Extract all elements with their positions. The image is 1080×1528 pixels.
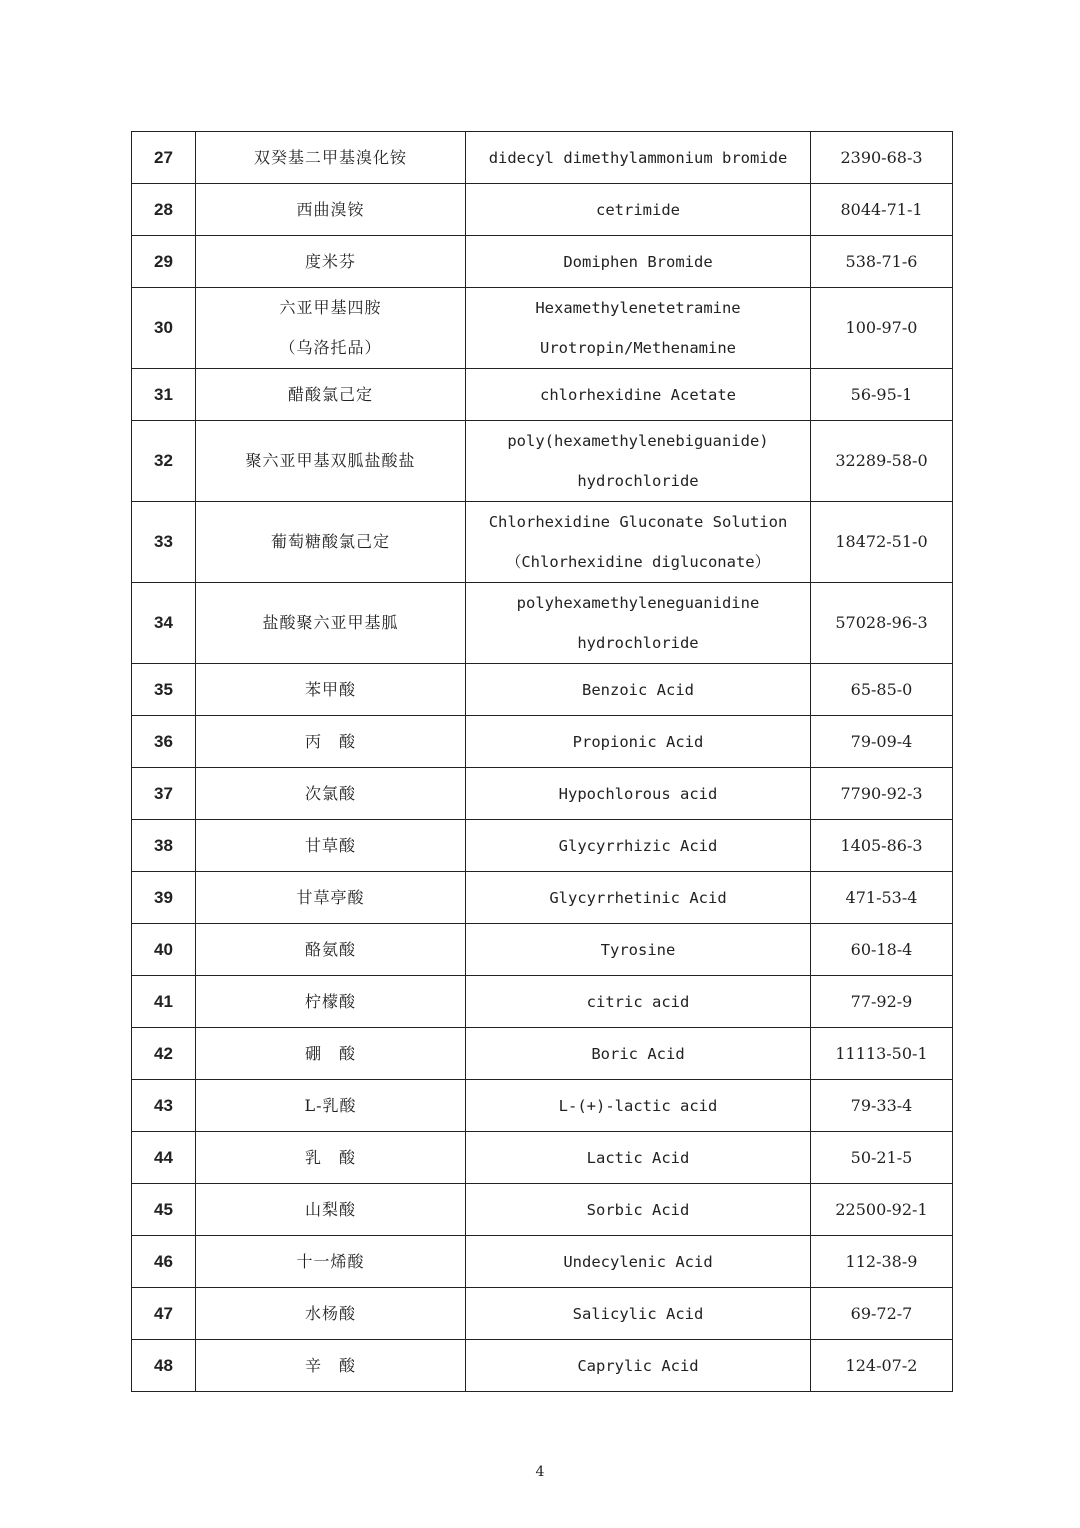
table-row bbox=[132, 421, 953, 502]
english-name-line: Boric Acid bbox=[591, 1044, 685, 1063]
chinese-name-line: 西曲溴铵 bbox=[296, 199, 365, 219]
english-name-line: Benzoic Acid bbox=[582, 680, 694, 699]
table-row bbox=[132, 502, 953, 583]
cas-number: 77-92-9 bbox=[811, 976, 953, 1028]
table-row bbox=[132, 1236, 953, 1288]
cas-number: 7790-92-3 bbox=[811, 768, 953, 820]
cas-number: 50-21-5 bbox=[811, 1132, 953, 1184]
english-name-line: Tyrosine bbox=[600, 940, 676, 959]
english-name bbox=[466, 421, 811, 502]
chinese-name-line: L-乳酸 bbox=[304, 1095, 357, 1115]
cas-number: 2390-68-3 bbox=[811, 132, 953, 184]
cas-number: 32289-58-0 bbox=[811, 421, 953, 502]
chinese-name-line: 双癸基二甲基溴化铵 bbox=[253, 147, 407, 167]
english-name-line: hydrochloride bbox=[577, 634, 699, 652]
row-number: 37 bbox=[132, 768, 196, 820]
chinese-name bbox=[196, 369, 466, 421]
row-number: 33 bbox=[132, 502, 196, 583]
english-name-line: Urotropin/Methenamine bbox=[540, 339, 736, 357]
cas-number: 124-07-2 bbox=[811, 1340, 953, 1392]
row-number: 40 bbox=[132, 924, 196, 976]
cas-number: 79-09-4 bbox=[811, 716, 953, 768]
chinese-name bbox=[196, 820, 466, 872]
english-name-line: citric acid bbox=[586, 992, 690, 1011]
chinese-name bbox=[196, 1028, 466, 1080]
cas-number: 22500-92-1 bbox=[811, 1184, 953, 1236]
english-name-line: Glycyrrhetinic Acid bbox=[549, 888, 727, 907]
row-number: 35 bbox=[132, 664, 196, 716]
english-name bbox=[466, 716, 811, 768]
table-row bbox=[132, 288, 953, 369]
english-name bbox=[466, 1288, 811, 1340]
chinese-name bbox=[196, 1236, 466, 1288]
english-name-line: Glycyrrhizic Acid bbox=[558, 836, 718, 855]
chinese-name-line: 甘草亭酸 bbox=[296, 887, 365, 907]
chinese-name-line: 乳 酸 bbox=[304, 1147, 356, 1167]
english-name-line: chlorhexidine Acetate bbox=[540, 385, 736, 404]
chinese-name bbox=[196, 976, 466, 1028]
row-number: 47 bbox=[132, 1288, 196, 1340]
chinese-name-line: 丙 酸 bbox=[304, 731, 356, 751]
page-number: 4 bbox=[535, 1464, 545, 1480]
chinese-name bbox=[196, 236, 466, 288]
chinese-name bbox=[196, 288, 466, 369]
table-row bbox=[132, 1340, 953, 1392]
table-row bbox=[132, 924, 953, 976]
chinese-name-line: 硼 酸 bbox=[304, 1043, 356, 1063]
cas-number: 100-97-0 bbox=[811, 288, 953, 369]
row-number: 30 bbox=[132, 288, 196, 369]
chinese-name-line: 盐酸聚六亚甲基胍 bbox=[262, 613, 399, 632]
table-row bbox=[132, 184, 953, 236]
table-row bbox=[132, 1184, 953, 1236]
english-name-line: Hypochlorous acid bbox=[558, 784, 718, 803]
chinese-name-line: 酪氨酸 bbox=[304, 939, 356, 959]
chinese-name bbox=[196, 1132, 466, 1184]
table-row bbox=[132, 768, 953, 820]
chinese-name-line: 聚六亚甲基双胍盐酸盐 bbox=[245, 451, 416, 470]
table-row bbox=[132, 1132, 953, 1184]
cas-number: 60-18-4 bbox=[811, 924, 953, 976]
table-row bbox=[132, 369, 953, 421]
english-name bbox=[466, 1132, 811, 1184]
english-name bbox=[466, 768, 811, 820]
english-name bbox=[466, 664, 811, 716]
cas-number: 11113-50-1 bbox=[811, 1028, 953, 1080]
english-name-line: Chlorhexidine Gluconate Solution bbox=[488, 513, 788, 531]
row-number: 41 bbox=[132, 976, 196, 1028]
cas-number: 18472-51-0 bbox=[811, 502, 953, 583]
row-number: 29 bbox=[132, 236, 196, 288]
chinese-name bbox=[196, 1080, 466, 1132]
cas-number: 112-38-9 bbox=[811, 1236, 953, 1288]
table-row bbox=[132, 236, 953, 288]
chinese-name bbox=[196, 132, 466, 184]
chinese-name-line: 醋酸氯己定 bbox=[287, 384, 373, 404]
english-name bbox=[466, 132, 811, 184]
table-row bbox=[132, 1288, 953, 1340]
english-name bbox=[466, 184, 811, 236]
cas-number: 65-85-0 bbox=[811, 664, 953, 716]
english-name-line: Hexamethylenetetramine bbox=[535, 299, 741, 317]
row-number: 36 bbox=[132, 716, 196, 768]
english-name-line: Salicylic Acid bbox=[572, 1304, 704, 1323]
row-number: 39 bbox=[132, 872, 196, 924]
table-row bbox=[132, 716, 953, 768]
english-name bbox=[466, 1080, 811, 1132]
row-number: 42 bbox=[132, 1028, 196, 1080]
english-name bbox=[466, 976, 811, 1028]
chinese-name-line: 辛 酸 bbox=[304, 1355, 356, 1375]
chinese-name bbox=[196, 872, 466, 924]
english-name-line: L-(+)-lactic acid bbox=[558, 1096, 718, 1115]
cas-number: 69-72-7 bbox=[811, 1288, 953, 1340]
english-name-line: Lactic Acid bbox=[586, 1148, 690, 1167]
english-name bbox=[466, 872, 811, 924]
cas-number: 538-71-6 bbox=[811, 236, 953, 288]
chinese-name bbox=[196, 716, 466, 768]
row-number: 32 bbox=[132, 421, 196, 502]
english-name-line: Caprylic Acid bbox=[577, 1356, 699, 1375]
row-number: 31 bbox=[132, 369, 196, 421]
cas-number: 56-95-1 bbox=[811, 369, 953, 421]
cas-number: 79-33-4 bbox=[811, 1080, 953, 1132]
substance-table-body bbox=[132, 132, 953, 1392]
chinese-name bbox=[196, 924, 466, 976]
chinese-name bbox=[196, 184, 466, 236]
chinese-name-line: 葡萄糖酸氯己定 bbox=[270, 532, 390, 551]
english-name bbox=[466, 236, 811, 288]
english-name bbox=[466, 583, 811, 664]
english-name bbox=[466, 502, 811, 583]
chinese-name bbox=[196, 421, 466, 502]
table-row bbox=[132, 1080, 953, 1132]
english-name-line: Undecylenic Acid bbox=[563, 1252, 713, 1271]
chinese-name-line: 水杨酸 bbox=[304, 1303, 356, 1323]
table-row bbox=[132, 976, 953, 1028]
table-row bbox=[132, 872, 953, 924]
chinese-name bbox=[196, 1340, 466, 1392]
table-row bbox=[132, 1028, 953, 1080]
substance-table bbox=[131, 131, 953, 1392]
chinese-name bbox=[196, 664, 466, 716]
english-name-line: （Chlorhexidine digluconate） bbox=[505, 553, 771, 571]
chinese-name-line: 度米芬 bbox=[304, 251, 356, 271]
english-name-line: Sorbic Acid bbox=[586, 1200, 690, 1219]
cas-number: 57028-96-3 bbox=[811, 583, 953, 664]
english-name-line: Propionic Acid bbox=[572, 732, 704, 751]
english-name-line: Domiphen Bromide bbox=[563, 252, 713, 271]
row-number: 43 bbox=[132, 1080, 196, 1132]
row-number: 48 bbox=[132, 1340, 196, 1392]
row-number: 44 bbox=[132, 1132, 196, 1184]
table-row bbox=[132, 820, 953, 872]
table-row bbox=[132, 132, 953, 184]
cas-number: 471-53-4 bbox=[811, 872, 953, 924]
english-name bbox=[466, 1184, 811, 1236]
cas-number: 1405-86-3 bbox=[811, 820, 953, 872]
english-name bbox=[466, 924, 811, 976]
chinese-name-line: 柠檬酸 bbox=[304, 991, 356, 1011]
english-name bbox=[466, 369, 811, 421]
chinese-name bbox=[196, 583, 466, 664]
english-name-line: polyhexamethyleneguanidine bbox=[516, 594, 760, 612]
row-number: 45 bbox=[132, 1184, 196, 1236]
table-row bbox=[132, 664, 953, 716]
english-name-line: hydrochloride bbox=[577, 472, 699, 490]
chinese-name-line: 十一烯酸 bbox=[296, 1251, 365, 1271]
chinese-name bbox=[196, 768, 466, 820]
chinese-name-line: 甘草酸 bbox=[304, 835, 356, 855]
english-name bbox=[466, 1236, 811, 1288]
english-name bbox=[466, 1340, 811, 1392]
row-number: 38 bbox=[132, 820, 196, 872]
chinese-name-line: 苯甲酸 bbox=[304, 679, 356, 699]
english-name-line: didecyl dimethylammonium bromide bbox=[488, 148, 788, 167]
english-name-line: cetrimide bbox=[596, 200, 680, 219]
chinese-name-line: 次氯酸 bbox=[304, 783, 356, 803]
table-row bbox=[132, 583, 953, 664]
row-number: 28 bbox=[132, 184, 196, 236]
cas-number: 8044-71-1 bbox=[811, 184, 953, 236]
chinese-name bbox=[196, 1288, 466, 1340]
english-name bbox=[466, 288, 811, 369]
chinese-name-line: 六亚甲基四胺 bbox=[279, 298, 382, 317]
row-number: 46 bbox=[132, 1236, 196, 1288]
english-name bbox=[466, 820, 811, 872]
chinese-name bbox=[196, 1184, 466, 1236]
chinese-name-line: （乌洛托品） bbox=[279, 338, 382, 357]
english-name-line: poly(hexamethylenebiguanide) bbox=[507, 432, 769, 450]
chinese-name-line: 山梨酸 bbox=[304, 1199, 356, 1219]
english-name bbox=[466, 1028, 811, 1080]
chinese-name bbox=[196, 502, 466, 583]
row-number: 27 bbox=[132, 132, 196, 184]
row-number: 34 bbox=[132, 583, 196, 664]
